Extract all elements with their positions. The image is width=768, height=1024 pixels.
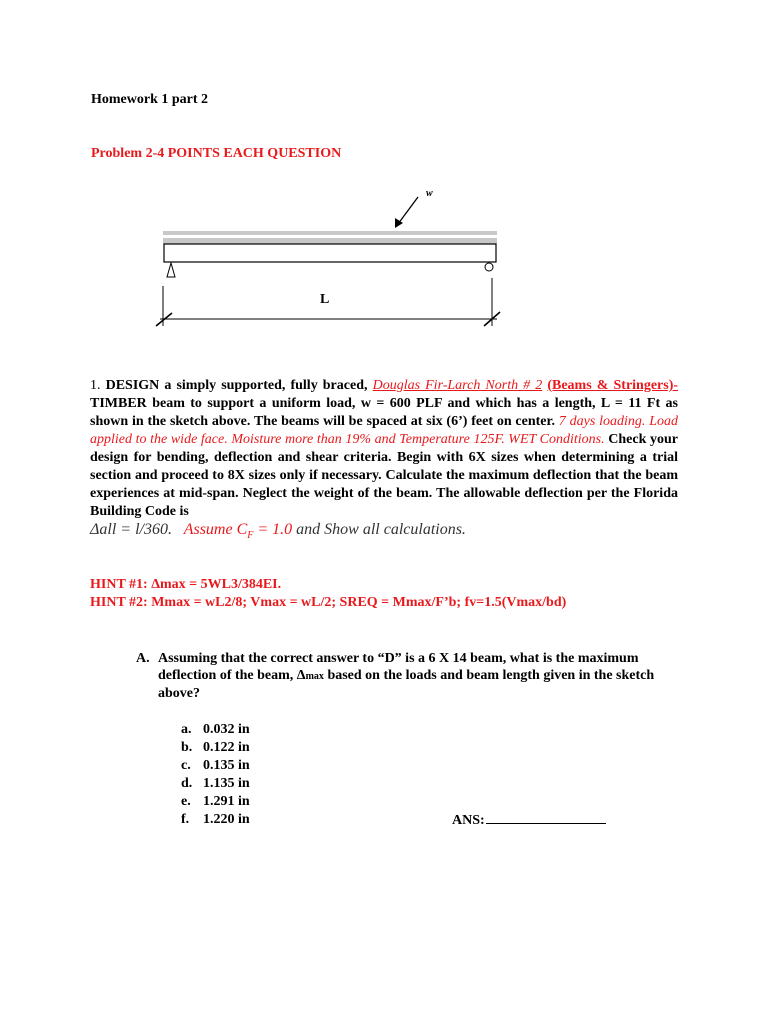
q1-conditions1: 7 days loading. Load applied to the wide face. (90, 414, 679, 447)
allowable-deflection: Δall = l/360. (90, 521, 172, 538)
pin-support (167, 263, 175, 277)
document-title: Homework 1 part 2 (91, 92, 209, 107)
option-d: d. 1.135 in (181, 776, 250, 791)
option-e: e. 1.291 in (181, 794, 250, 809)
answer-blank (452, 810, 606, 829)
allowable-deflection-line (90, 521, 466, 541)
option-a: a. 0.032 in (181, 722, 250, 737)
q1-species: Douglas Fir-Larch North # 2 (372, 378, 543, 393)
show-calculations: and Show all calculations. (296, 521, 466, 538)
beam (164, 244, 496, 262)
q1-conditions2: Moisture more than 19% and Temperature 125F. WET Conditions. (231, 432, 605, 447)
answer-options (181, 721, 250, 829)
question-a (136, 650, 681, 702)
length-label: L (320, 292, 330, 307)
question-a-label: A. (136, 651, 150, 666)
load-label: w (426, 188, 433, 199)
load-arrow (395, 197, 418, 228)
q1-grade: (Beams & Stringers)- (547, 378, 679, 393)
option-c: c. 0.135 in (181, 758, 250, 773)
answer-label: ANS: (452, 813, 485, 828)
assume-cf: Assume $C_F = 1.0$ (183, 521, 293, 542)
option-f: f. 1.220 in (181, 812, 250, 827)
roller-support (485, 263, 493, 271)
hint-1: HINT #1: Δmax = 5WL3/384EI. (90, 577, 282, 592)
question-number: 1. (90, 378, 101, 393)
question-1-text (90, 377, 678, 521)
problem-title: Problem 2-4 POINTS EACH QUESTION (91, 146, 342, 161)
q1-part2: TIMBER beam to support a uniform load, w = 600 PLF and which has a length, L = 11 Ft as shown in the sketch above. The beams will be spaced at six (6’) feet on center. (90, 396, 678, 429)
hint-2: HINT #2: Mmax = wL2/8; Vmax = wL/2; SREQ = Mmax/F’b; fv=1.5(Vmax/bd) (90, 595, 567, 610)
option-b: b. 0.122 in (181, 740, 250, 755)
q1-part1: DESIGN a simply supported, fully braced, (105, 378, 368, 393)
beam-sketch (150, 180, 520, 330)
q1-part3: Check your design for bending, deflection and shear criteria. Begin with 6X sizes when determining a trial section and proceed to 8X sizes only if necessary. Calculate the maximum deflection that the beam experiences at mid-span. Neglect the weight of the beam. The allowable deflection per the Florida Building Code is (90, 432, 678, 519)
load-strip-highlight (163, 235, 497, 238)
answer-underline (486, 810, 606, 824)
question-a-text: Assuming that the correct answer to “D” is a 6 X 14 beam, what is the maximum deflection of the beam, Δmax based on the loads and beam length given in the sketch above? (158, 651, 655, 701)
